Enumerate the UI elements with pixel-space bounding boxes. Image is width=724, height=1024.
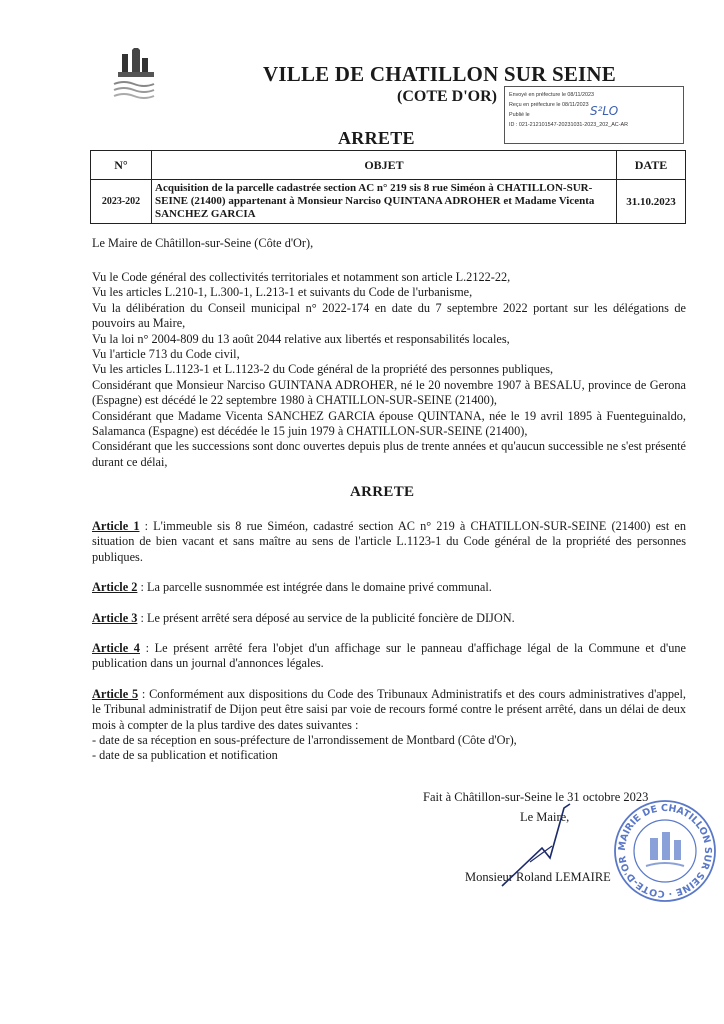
article-text: : L'immeuble sis 8 rue Siméon, cadastré section AC n° 219 à CHATILLON-SUR-SEINE (21400) est en situation de bien vacant et sans maître au sens de l'article L.1123-1 du Code général de la propriété des personnes publiques. [92,519,686,564]
article5-item: - date de sa réception en sous-préfecture de l'arrondissement de Montbard (Côte d'Or), [92,733,517,748]
consideration-item: Vu les articles L.1123-1 et L.1123-2 du Code général de la propriété des personnes publiques, [92,362,554,377]
decision-heading: ARRETE [350,484,415,500]
article-label: Article 1 [92,519,140,533]
city-title: VILLE DE CHATILLON SUR SEINE [263,62,616,86]
document-type-heading: ARRETE [338,128,415,148]
article-label: Article 5 [92,686,139,701]
article5-item: - date de sa publication et notification [92,748,278,763]
stamp-handwritten-mark: S²LO [590,104,619,118]
article-text: : Le présent arrêté fera l'objet d'un affichage sur le panneau d'affichage légal de la Commune et d'une publication dans un journal d'annonces légales. [92,641,686,671]
table-row [91,180,686,224]
article-text: : La parcelle susnommée est intégrée dans le domaine privé communal. [137,580,492,595]
articles-list [92,519,686,779]
article-text: : Le présent arrêté sera déposé au service de la publicité foncière de DIJON. [137,610,515,625]
table-header-row [91,151,686,180]
consideration-item: Vu les articles L.210-1, L.300-1, L.213-1 et suivants du Code de l'urbanisme, [92,285,473,300]
header-date: DATE [617,151,686,180]
signature-place-date: Fait à Châtillon-sur-Seine le 31 octobre 2023 [423,790,649,804]
handwritten-signature [490,800,600,892]
department-subtitle: (COTE D'OR) [397,88,497,105]
preamble: Le Maire de Châtillon-sur-Seine (Côte d'Or), [92,236,314,250]
consideration-item: Considérant que Madame Vicenta SANCHEZ GARCIA épouse QUINTANA, née le 19 avril 1895 à Fuenteguinaldo, Salamanca (Espagne) est décédée le 15 juin 1979 à CHATILLON-SUR-SEINE (21400), [92,408,686,439]
article-3 [92,611,686,626]
article-4 [92,641,686,672]
signature-name: Monsieur Roland LEMAIRE [465,870,611,884]
header-number: N° [91,151,152,180]
consideration-item: Considérant que les successions sont donc ouvertes depuis plus de trente années et qu'aucun successible ne s'est présenté durant ce délai, [92,439,686,469]
subject-table [90,150,686,224]
consideration-item: Vu la délibération du Conseil municipal n° 2022-174 en date du 7 septembre 2022 portant sur les délégations de pouvoirs au Maire, [92,300,686,331]
consideration-item: Considérant que Monsieur Narciso GUINTANA ADROHER, né le 20 novembre 1907 à BESALU, province de Gerona (Espagne) est décédé le 22 septembre 1980 à CHATILLON-SUR-SEINE (21400), [92,377,686,408]
considerations-list [92,270,686,470]
article-text: : Conformément aux dispositions du Code des Tribunaux Administratifs et des cours administratives d'appel, le Tribunal administratif de Dijon peut être saisi par voie de recours formé contre le présent arrêté, dans un délai de deux mois à compter de la plus tardive des dates suivantes : [92,686,686,732]
consideration-item: Vu le Code général des collectivités territoriales et notamment son article L.2122-22, [92,270,511,284]
signature-title: Le Maire, [520,810,570,824]
article-label: Article 3 [92,610,138,625]
stamp-id-line: ID : 021-212101547-20231031-2023_202_AC-AR [509,122,628,128]
stamp-published-line: Publié le [509,112,530,118]
decree-date: 31.10.2023 [617,180,686,224]
article-2 [92,580,686,595]
article-5 [92,687,686,764]
seal-text: MAIRIE DE CHATILLON SUR SEINE · COTE-D'OR [616,802,714,900]
stamp-sent-line: Envoyé en préfecture le 08/11/2023 [509,92,595,98]
article-label: Article 2 [92,580,138,595]
official-seal [612,798,718,904]
city-logo [112,48,162,106]
decree-subject: Acquisition de la parcelle cadastrée section AC n° 219 sis 8 rue Siméon à CHATILLON-SUR-SEINE (21400) appartenant à Monsieur Narciso QUINTANA ADROHER et Madame Vicenta SANCHEZ GARCIA [152,180,617,224]
article-1 [92,519,686,565]
seal-tower-icon [650,838,658,860]
decree-number: 2023-202 [91,180,152,224]
article-label: Article 4 [92,641,140,656]
consideration-item: Vu la loi n° 2004-809 du 13 août 2044 relative aux libertés et responsabilités locales, [92,331,510,346]
stamp-received-line: Reçu en préfecture le 08/11/2023 [509,102,589,108]
header-subject: OBJET [152,151,617,180]
consideration-item: Vu l'article 713 du Code civil, [92,347,240,362]
